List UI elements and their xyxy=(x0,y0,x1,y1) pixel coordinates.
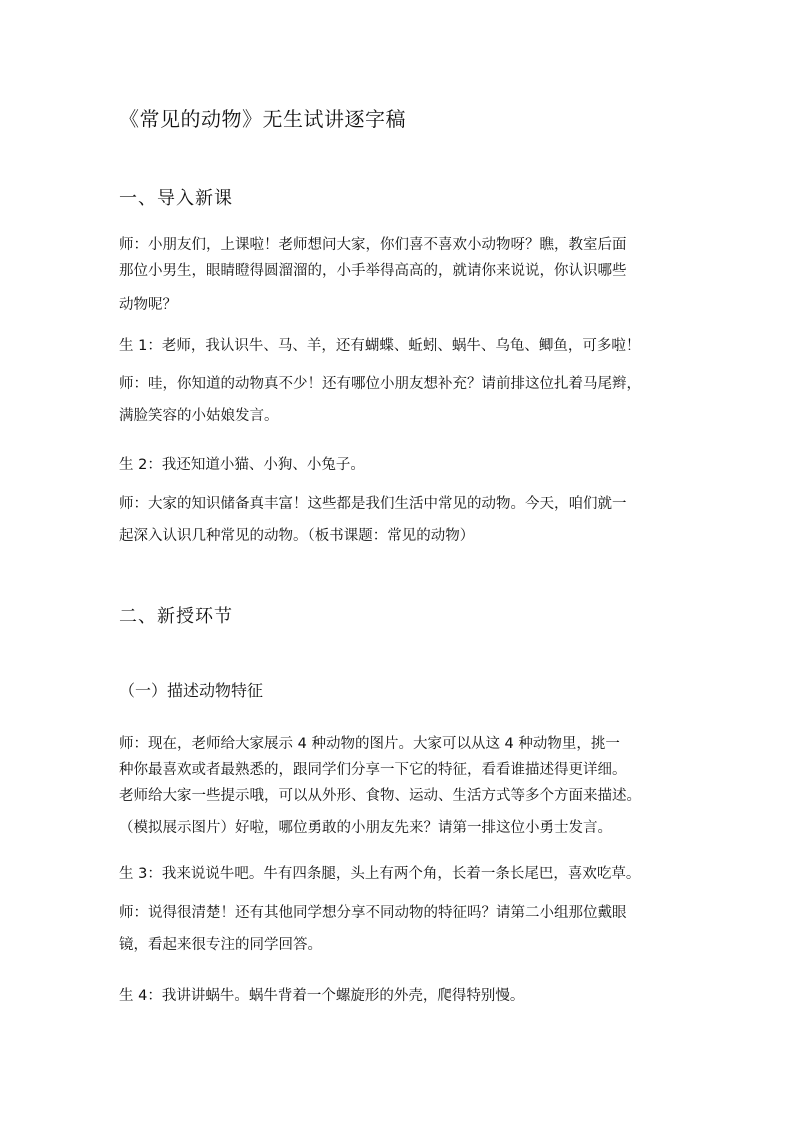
subsection-heading-features: （一）描述动物特征 xyxy=(119,681,264,700)
paragraph-student-2 xyxy=(119,452,679,478)
paragraph-student-1 xyxy=(119,333,679,359)
text-line: （模拟展示图片）好啦，哪位勇敢的小朋友先来？请第一排这位小勇士发言。 xyxy=(119,820,612,836)
text-line: 生 4：我讲讲蜗牛。蜗牛背着一个螺旋形的外壳，爬得特别慢。 xyxy=(119,988,525,1004)
document-title: 《常见的动物》无生试讲逐字稿 xyxy=(119,107,406,131)
text-line: 那位小男生，眼睛瞪得圆溜溜的，小手举得高高的，就请你来说说，你认识哪些 xyxy=(119,263,627,279)
text-line: 师：大家的知识储备真丰富！这些都是我们生活中常见的动物。今天，咱们就一 xyxy=(119,496,627,512)
text-line: 起深入认识几种常见的动物。（板书课题：常见的动物） xyxy=(119,528,475,544)
text-line: 师：哇，你知道的动物真不少！还有哪位小朋友想补充？请前排这位扎着马尾辫， xyxy=(119,376,641,392)
paragraph-student-3 xyxy=(119,861,679,887)
section-heading-intro: 一、导入新课 xyxy=(119,188,233,209)
text-line: 生 3：我来说说牛吧。牛有四条腿，头上有两个角，长着一条长尾巴，喜欢吃草。 xyxy=(119,866,641,882)
text-line: 老师给大家一些提示哦，可以从外形、食物、运动、生活方式等多个方面来描述。 xyxy=(119,788,641,804)
text-line: 动物呢？ xyxy=(119,297,177,313)
paragraph-teacher-3 xyxy=(119,491,679,549)
paragraph-teacher-intro xyxy=(119,232,679,318)
paragraph-student-4 xyxy=(119,983,679,1009)
text-line: 满脸笑容的小姑娘发言。 xyxy=(119,408,279,424)
section-heading-new-lesson: 二、新授环节 xyxy=(119,606,233,627)
text-line: 师：说得很清楚！还有其他同学想分享不同动物的特征吗？请第二小组那位戴眼 xyxy=(119,905,627,921)
text-line: 镜，看起来很专注的同学回答。 xyxy=(119,937,322,953)
paragraph-teacher-5 xyxy=(119,900,679,958)
text-line: 生 1：老师，我认识牛、马、羊，还有蝴蝶、蚯蚓、蜗牛、乌龟、鲫鱼，可多啦！ xyxy=(119,338,641,354)
text-line: 种你最喜欢或者最熟悉的，跟同学们分享一下它的特征，看看谁描述得更详细。 xyxy=(119,762,627,778)
paragraph-teacher-4 xyxy=(119,731,679,841)
text-line: 生 2：我还知道小猫、小狗、小兔子。 xyxy=(119,457,365,473)
paragraph-teacher-2 xyxy=(119,371,679,429)
text-line: 师：现在，老师给大家展示 4 种动物的图片。大家可以从这 4 种动物里，挑一 xyxy=(119,736,620,752)
text-line: 师：小朋友们，上课啦！老师想问大家，你们喜不喜欢小动物呀？瞧，教室后面 xyxy=(119,237,627,253)
